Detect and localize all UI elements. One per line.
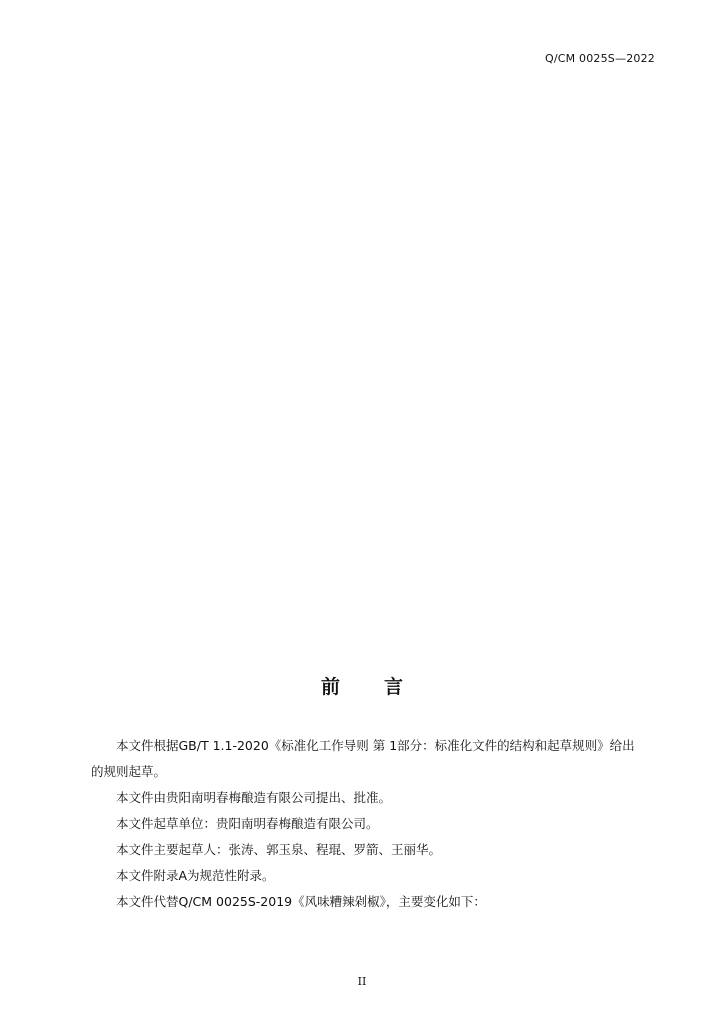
- foreword-title-char-1: 前: [320, 676, 340, 698]
- foreword-paragraph-6: 本文件代替Q/CM 0025S-2019《风味糟辣剁椒》，主要变化如下：: [116, 894, 486, 909]
- foreword-title: [0, 672, 724, 699]
- standard-code: Q/CM 0025S—2022: [544, 52, 655, 65]
- foreword-title-char-2: 言: [384, 676, 404, 698]
- foreword-paragraph-2: 本文件由贵阳南明春梅酿造有限公司提出、批准。: [116, 790, 392, 805]
- foreword-paragraph-4: 本文件主要起草人：张涛、郭玉泉、程琨、罗箭、王丽华。: [116, 842, 442, 857]
- foreword-paragraph-1-line-1: 本文件根据GB/T 1.1-2020《标准化工作导则 第 1部分：标准化文件的结构和起草规则》给出: [116, 738, 635, 753]
- page-number: II: [357, 975, 367, 988]
- foreword-body: [91, 733, 655, 915]
- foreword-paragraph-5: 本文件附录A为规范性附录。: [116, 868, 275, 883]
- foreword-paragraph-3: 本文件起草单位：贵阳南明春梅酿造有限公司。: [116, 816, 379, 831]
- foreword-paragraph-1-line-2: 的规则起草。: [91, 764, 167, 779]
